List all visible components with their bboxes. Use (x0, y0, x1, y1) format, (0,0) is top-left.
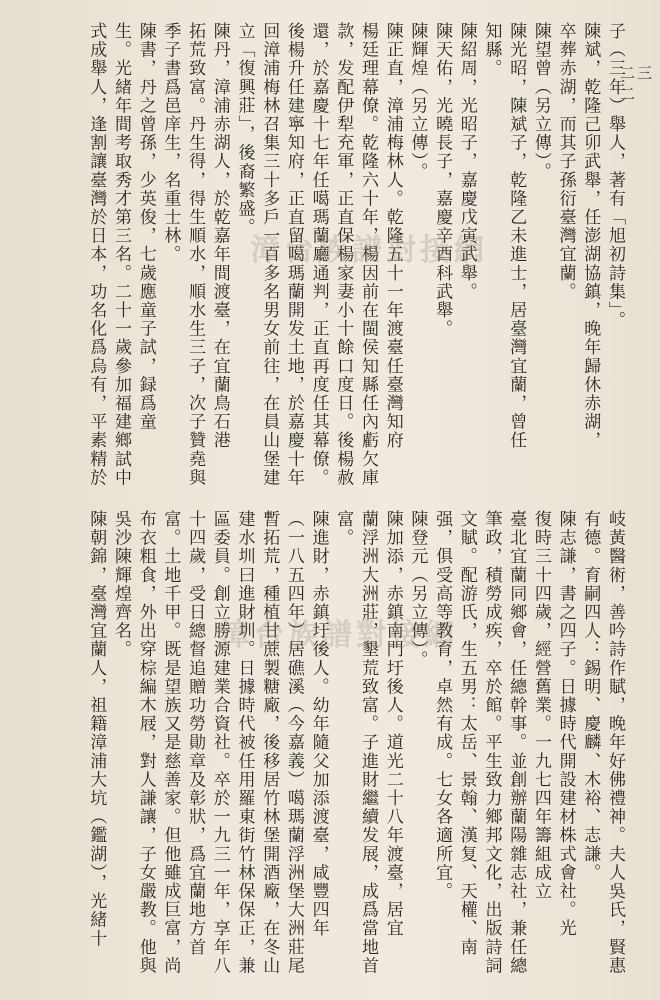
text-column: 陳登元（另立傳）。 (407, 510, 428, 669)
text-column: 岐黃醫術，善吟詩作賦，晚年好佛禮神。夫人吳氏，賢惠 (605, 510, 625, 975)
text-column: 區委員。創立勝源建業合資社。卒於一九三一年，享年八 (209, 510, 230, 975)
text-column: （一八五四年）居礁溪（今嘉義）噶瑪蘭浮洲堡大洲莊尾 (283, 510, 304, 975)
text-column: 陳望曾（另立傳）。 (530, 22, 551, 181)
text-column: 後楊升任建寧知府，正直留噶瑪蘭開发土地，於嘉慶十年 (283, 22, 304, 487)
text-column: 吳沙陳輝煌齊名。 (111, 510, 131, 659)
text-column: 陳斌，乾隆己卯武舉，任澎湖協鎮，晚年歸休赤湖， (580, 22, 601, 450)
text-column: 回漳浦梅林召集三十多戶一百多名男女前往，在員山堡建 (259, 22, 280, 487)
text-column: 富。土地千甲。既是望族又是慈善家。但他雖成巨富，尚 (160, 510, 181, 975)
page-number: 二三二 (620, 64, 655, 103)
text-column: 復時三十四歲，經營舊業。一九七四年籌組成立 (530, 510, 551, 901)
text-column: 十四歲，受日總督追贈功勞勛章及彰狀，爲宜蘭地方首 (185, 510, 206, 957)
text-column: 知縣。 (481, 22, 502, 78)
text-column: 還，於嘉慶十七年任噶瑪蘭廳通判，正直再度任其幕僚。 (308, 22, 329, 487)
text-column: 陳正直，漳浦梅林人。乾隆五十一年渡臺任臺灣知府 (382, 22, 403, 450)
text-column: 卒葬赤湖，而其子孫衍臺灣宜蘭。 (555, 22, 576, 301)
text-column: 陳丹，漳浦赤湖人，於乾嘉年間渡臺，在宜蘭鳥石港 (209, 22, 230, 450)
text-column: 式成舉人，逢割讓臺灣於日本，功名化爲烏有，平素精於 (86, 22, 107, 487)
text-column: 臺北宜蘭同鄉會，任總幹事。並創辦蘭陽雜志社，兼任總 (506, 510, 527, 975)
text-column: 陳加添，赤鎮南門圩後人。道光二十八年渡臺，居宜 (382, 510, 403, 938)
text-column: 楊廷理幕僚。乾隆六十年，楊因前在閩侯知縣任內虧欠庫 (358, 22, 378, 487)
text-column: 立「復興莊」，後裔繁盛。 (234, 22, 255, 237)
text-column: 文賦。配游氏，生五男：太岳、景翰、漢复、天權、南 (456, 510, 477, 957)
watermark-text: 漳台族譜對接網 (250, 233, 488, 268)
text-column: 强，俱受高等教育，卓然有成。七女各適所宜。 (432, 510, 453, 901)
text-column: 陳輝煌（另立傳）。 (407, 22, 428, 181)
text-column: 拓荒致富。丹生得，得生順水，順水生三子，次子贊堯與 (185, 22, 206, 487)
text-column: 陳書，丹之曾孫，少英俊，七歲應童子試，録爲童 (135, 22, 156, 432)
text-column: 布衣粗食，外出穿棕編木屐，對人謙讓，子女嚴教。他與 (135, 510, 156, 975)
text-column: 陳光昭，陳斌子，乾隆乙未進士，居臺灣宜蘭，曾任 (506, 22, 527, 450)
text-column: 有德。育嗣四人：錫明、慶麟、木裕、志謙。 (580, 510, 601, 882)
text-column: 款，发配伊犁充軍，正直保楊家妻小十餘口度日。後楊赦 (333, 22, 354, 487)
text-column: 陳天佑，光曉長子，嘉慶辛酉科武舉。 (432, 22, 453, 339)
text-column: 陳朝錦，臺灣宜蘭人，祖籍漳浦大坑（鑑湖），光緒十 (86, 510, 107, 948)
text-column: 生。光緒年間考取秀才第三名。二十一歲參加福建鄉試中 (111, 22, 131, 487)
text-column: 子（三年）舉人，著有「旭初詩集」。 (605, 22, 625, 330)
text-column: 蘭浮洲大洲莊，墾荒致富。子進財繼續发展，成爲當地首 (358, 510, 378, 975)
text-column: 筆政，積勞成疾，卒於館。平生致力鄉邦文化，出版詩詞 (481, 510, 502, 975)
text-column: 暫拓荒，種植甘蔗製糖廠，後移居竹林堡開酒廠，在冬山 (259, 510, 280, 975)
text-column: 富。 (333, 510, 354, 548)
text-column: 陳志謙，書之四子。日據時代開設建材株式會社。光 (555, 510, 576, 938)
text-column: 陳紹周，光昭子，嘉慶戊寅武舉。 (456, 22, 477, 301)
text-column: 建水圳曰進財圳。日據時代被任用羅東街竹林保保正，兼 (234, 510, 255, 975)
watermark-text: 漳台族譜對接網 (220, 618, 458, 653)
text-column: 季子書爲邑庠生，名重士林。 (160, 22, 181, 264)
text-column: 陳進財，赤鎮圩後人。幼年隨父加添渡臺，咸豐四年 (308, 510, 329, 938)
